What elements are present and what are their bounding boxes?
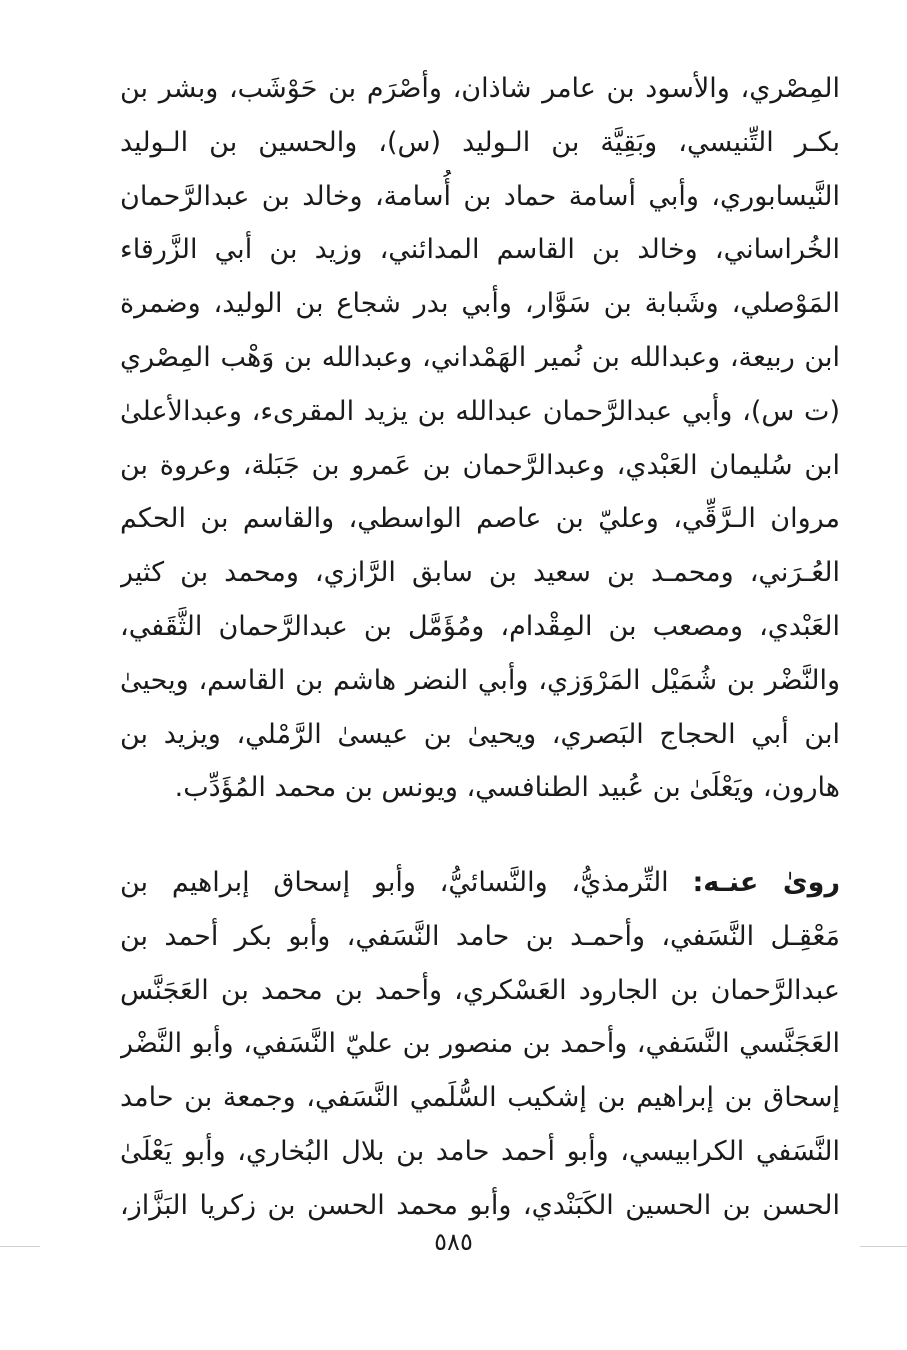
text-line: مروان الـرَّقِّي، وعليّ بن عاصم الواسطي، والقاسم بن الحكم	[120, 503, 840, 535]
narrated-by-paragraph	[120, 856, 840, 1233]
text-line: والنَّضْر بن شُمَيْل المَرْوَزي، وأبي النضر هاشم بن القاسم، ويحيىٰ	[120, 664, 840, 696]
text-line: المِصْري، والأسود بن عامر شاذان، وأصْرَم بن حَوْشَب، وبشر بن	[120, 73, 840, 104]
text-line: الحسن بن الحسين الكَبَنْدي، وأبو محمد الحسن بن زكريا البَزَّاز،	[120, 1189, 840, 1221]
text-line: ابن ربيعة، وعبدالله بن نُمير الهَمْداني، وعبدالله بن وَهْب المِصْري	[120, 341, 840, 373]
text-line: النَّيسابوري، وأبي أسامة حماد بن أُسامة، وخالد بن عبدالرَّحمان	[120, 180, 840, 212]
text-line-rest: التِّرمذيُّ، والنَّسائيُّ، وأبو إسحاق إبراهيم بن	[120, 867, 693, 898]
text-line: عبدالرَّحمان بن الجارود العَسْكري، وأحمد بن محمد بن العَجَنَّس	[120, 974, 840, 1006]
text-line: (ت س)، وأبي عبدالرَّحمان عبدالله بن يزيد المقرىء، وعبدالأعلىٰ	[120, 395, 840, 427]
scan-edge-mark	[0, 1246, 40, 1247]
text-line: الخُراساني، وخالد بن القاسم المدائني، وزيد بن أبي الزَّرقاء	[120, 234, 840, 266]
scan-edge-mark	[860, 1246, 907, 1247]
text-line: العُـرَني، ومحمـد بن سعيد بن سابق الرَّازي، ومحمد بن كثير	[120, 557, 840, 589]
page-number: ٥٨٥	[434, 1228, 473, 1256]
text-line: النَّسَفي الكرابيسي، وأبو أحمد حامد بن بلال البُخاري، وأبو يَعْلَىٰ	[120, 1135, 840, 1167]
text-line: ابن أبي الحجاج البَصري، ويحيىٰ بن عيسىٰ الرَّمْلي، ويزيد بن	[120, 718, 840, 750]
section-heading: روىٰ عنـه:	[692, 867, 840, 898]
text-line: ابن سُليمان العَبْدي، وعبدالرَّحمان بن عَمرو بن جَبَلة، وعروة بن	[120, 449, 840, 481]
text-line: المَوْصلي، وشَبابة بن سَوَّار، وأبي بدر شجاع بن الوليد، وضمرة	[120, 288, 840, 320]
text-line: هارون، ويَعْلَىٰ بن عُبيد الطنافسي، ويونس بن محمد المُؤَدِّب.	[174, 772, 840, 804]
text-line: العَبْدي، ومصعب بن المِقْدام، ومُؤَمَّل بن عبدالرَّحمان الثَّقَفي،	[120, 610, 840, 642]
text-line: إسحاق بن إبراهيم بن إشكيب السُّلَمي النَّسَفي، وجمعة بن حامد	[120, 1082, 840, 1114]
text-line: العَجَنَّسي النَّسَفي، وأحمد بن منصور بن عليّ النَّسَفي، وأبو النَّضْر	[120, 1028, 840, 1060]
text-line-with-heading	[120, 856, 840, 910]
narrators-from-paragraph	[120, 62, 840, 815]
text-line: مَعْقِـل النَّسَفي، وأحمـد بن حامد النَّسَفي، وأبو بكر أحمد بن	[120, 920, 840, 952]
text-line: بكـر التِّنيسي، وبَقِيَّة بن الـوليد (س)، والحسين بن الـوليد	[120, 126, 840, 158]
